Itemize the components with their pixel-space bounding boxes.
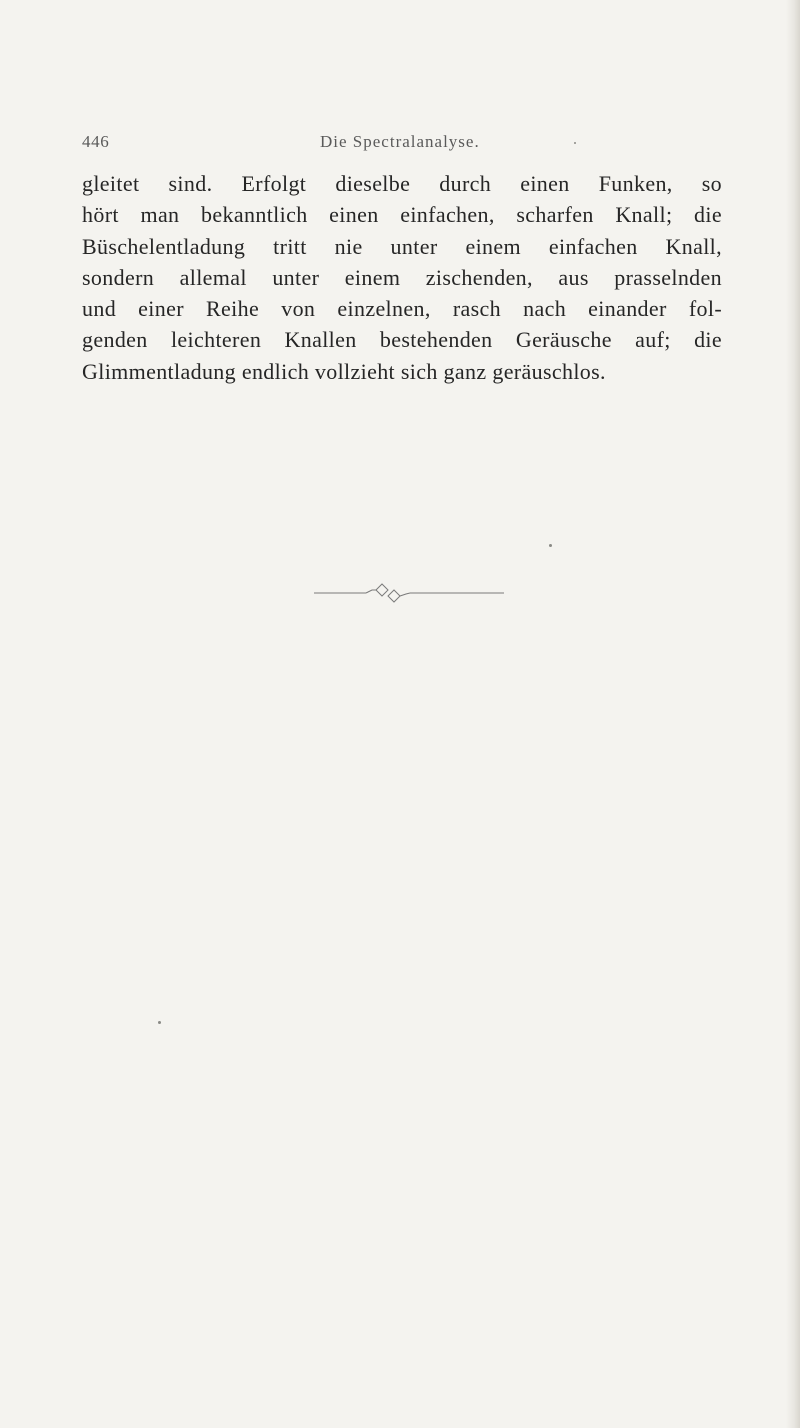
page-number: 446 <box>82 132 110 151</box>
text-line: genden leichteren Knallen bestehenden Geräusche auf; die <box>82 327 722 353</box>
double-diamond-rule-icon <box>314 582 504 604</box>
paper-speck <box>158 1021 161 1024</box>
text-line: Büschelentladung tritt nie unter einem einfachen Knall, <box>82 233 722 259</box>
text-line: gleitet sind. Erfolgt dieselbe durch einen Funken, so <box>82 171 722 196</box>
paper-speck <box>549 544 552 547</box>
running-title: Die Spectralanalyse. <box>320 132 480 151</box>
text-line: Glimmentladung endlich vollzieht sich ganz geräuschlos. <box>82 358 606 384</box>
page-header <box>82 132 722 158</box>
text-line: sondern allemal unter einem zischenden, aus prasselnden <box>82 264 722 290</box>
text-line: und einer Reihe von einzelnen, rasch nach einander fol- <box>82 296 722 322</box>
page-edge-shadow <box>786 0 800 1428</box>
paper-speck <box>574 142 576 144</box>
text-line: hört man bekanntlich einen einfachen, scharfen Knall; die <box>82 202 722 228</box>
body-paragraph <box>82 168 722 387</box>
